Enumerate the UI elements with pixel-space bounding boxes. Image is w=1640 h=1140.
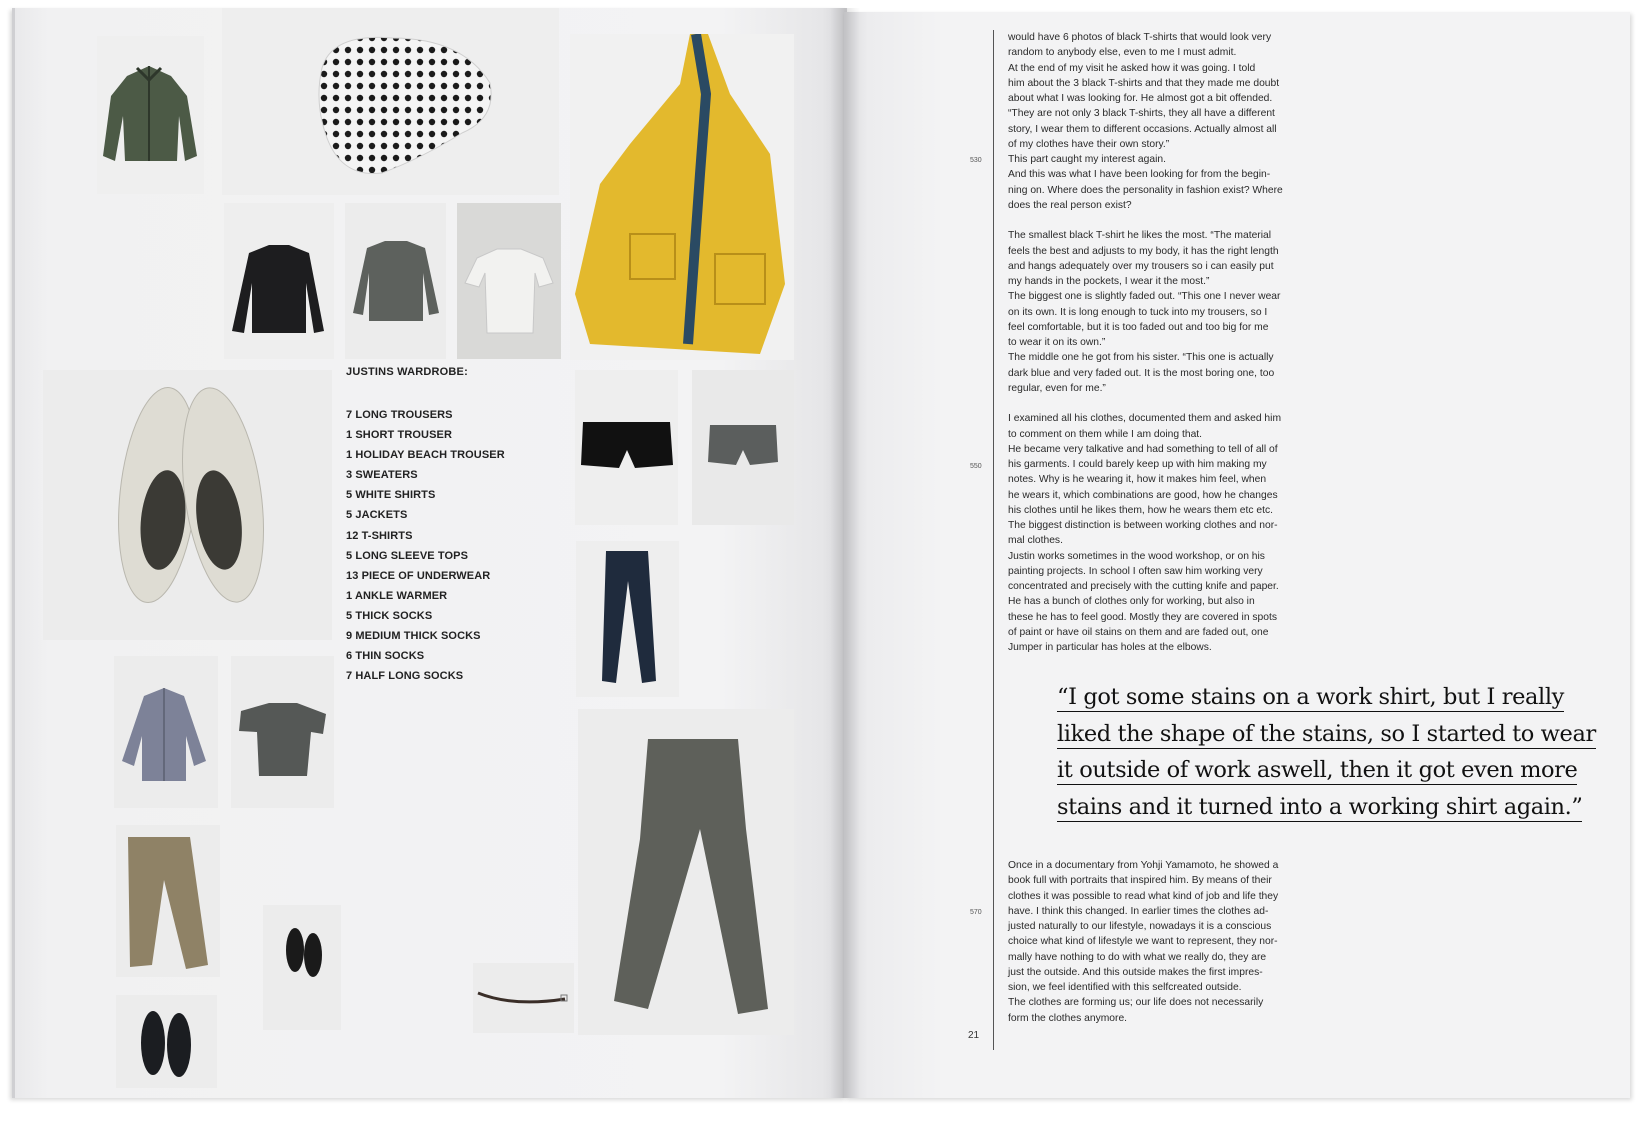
text-line: He became very talkative and had something to tell of all of	[1008, 443, 1278, 455]
black-sweater-icon	[224, 203, 334, 359]
wardrobe-item: 1 SHORT TROUSER	[346, 429, 453, 442]
text-line: sion, we feel identified with this selfcreated outside.	[1008, 982, 1242, 993]
text-line: him about the 3 black T-shirts and that they made me doubt	[1008, 77, 1280, 89]
belt-icon	[473, 963, 574, 1033]
quote-line	[1057, 753, 1597, 790]
text-line: on its own. It is long enough to tuck into my trousers, so I	[1008, 306, 1268, 318]
quote-line	[1057, 680, 1597, 717]
text-line: clothes it was possible to read what kind of job and life they	[1008, 890, 1279, 902]
text-line: does the real person exist?	[1008, 199, 1132, 211]
wardrobe-item: 1 ANKLE WARMER	[346, 589, 448, 602]
wardrobe-item: 5 LONG SLEEVE TOPS	[346, 549, 469, 562]
black-shorts-icon	[575, 370, 678, 525]
quote-text: “I got some stains on a work shirt, but I really	[1057, 684, 1564, 710]
text-line: mally have nothing to do with what we really do, they are	[1008, 951, 1267, 963]
wardrobe-item: 1 HOLIDAY BEACH TROUSER	[346, 449, 505, 462]
text-line: regular, even for me.”	[1008, 382, 1106, 394]
wardrobe-item: 12 T-SHIRTS	[346, 529, 413, 542]
wardrobe-item: 7 HALF LONG SOCKS	[346, 670, 464, 683]
text-line: of paint or have oil stains on them and are faded out, one	[1008, 626, 1269, 638]
line-number: 570	[970, 909, 982, 916]
text-line: these he has to feel good. Mostly they are covered in spots	[1008, 611, 1278, 623]
yellow-raincoat-icon	[570, 34, 794, 360]
quote-text: liked the shape of the stains, so I started to wear	[1057, 720, 1596, 747]
text-line: to comment on them while I am doing that.	[1008, 428, 1203, 440]
text-line	[1008, 396, 1334, 411]
column-rule	[993, 30, 994, 1050]
olive-jacket-icon	[97, 36, 204, 194]
wardrobe-item: 5 WHITE SHIRTS	[346, 489, 436, 502]
wardrobe-item: 13 PIECE OF UNDERWEAR	[346, 569, 491, 582]
text-line: form the clothes anymore.	[1008, 1012, 1128, 1024]
text-line: he wears it, which combinations are good, how he changes	[1008, 489, 1278, 501]
text-line: would have 6 photos of black T-shirts that would look very	[1008, 32, 1272, 43]
text-line: random to anybody else, even to me I must admit.	[1008, 47, 1237, 59]
text-line: concentrated and precisely with the cutting knife and paper.	[1008, 581, 1279, 592]
white-sneakers-icon	[43, 370, 332, 640]
gutter-shadow	[830, 8, 860, 1098]
khaki-trousers-icon	[116, 825, 220, 977]
text-line: justed naturally to our lifestyle, nowadays it is a conscious	[1008, 921, 1272, 932]
dark-jeans-icon	[576, 541, 679, 697]
article-column-1	[1008, 30, 1334, 655]
grey-tshirt-icon	[231, 656, 334, 808]
text-line: The biggest distinction is between working clothes and nor-	[1008, 520, 1278, 531]
page-number: 21	[968, 1030, 980, 1041]
wardrobe-item: 9 MEDIUM THICK SOCKS	[346, 630, 481, 643]
text-line: book full with portraits that inspired him. By means of their	[1008, 875, 1272, 887]
text-line: his clothes until he likes them, how he wears them etc etc.	[1008, 504, 1273, 516]
text-line: have. I think this changed. In earlier times the clothes ad-	[1008, 905, 1269, 917]
black-shoes-icon	[116, 995, 217, 1088]
text-line: story, I wear them to different occasions. Actually almost all	[1008, 123, 1277, 135]
wardrobe-item: 5 THICK SOCKS	[346, 609, 433, 622]
text-line: painting projects. In school I often saw him working very	[1008, 565, 1263, 577]
text-line: Justin works sometimes in the wood workshop, or on his	[1008, 550, 1265, 562]
text-line: Jumper in particular has holes at the elbows.	[1008, 642, 1212, 653]
polka-dot-cap-icon	[222, 8, 559, 195]
text-line: my hands in the pockets, I wear it the most.”	[1008, 276, 1210, 287]
text-line: At the end of my visit he asked how it was going. I told	[1008, 62, 1256, 74]
line-number: 530	[970, 157, 982, 164]
quote-line	[1057, 717, 1597, 754]
text-line: This part caught my interest again.	[1008, 154, 1166, 165]
text-line: The biggest one is slightly faded out. “This one I never wear	[1008, 291, 1281, 303]
article-column-2	[1008, 858, 1334, 1026]
wardrobe-list	[346, 405, 505, 686]
wardrobe-item: 7 LONG TROUSERS	[346, 409, 453, 421]
text-line: The clothes are forming us; our life does not necessarily	[1008, 997, 1264, 1009]
text-line: Once in a documentary from Yohji Yamamoto, he showed a	[1008, 860, 1279, 871]
text-line: I examined all his clothes, documented them and asked him	[1008, 413, 1282, 425]
text-line: notes. Why is he wearing it, how it makes him feel, when	[1008, 474, 1267, 486]
text-line: The smallest black T-shirt he likes the most. “The material	[1008, 230, 1272, 242]
grey-trousers-icon	[578, 709, 794, 1035]
line-number: 550	[970, 463, 982, 470]
quote-text: it outside of work aswell, then it got even more	[1057, 757, 1578, 783]
quote-text: stains and it turned into a working shirt again.”	[1057, 793, 1583, 820]
text-line: And this was what I have been looking for from the begin-	[1008, 169, 1271, 181]
text-line: dark blue and very faded out. It is the most boring one, too	[1008, 367, 1275, 379]
text-line: “They are not only 3 black T-shirts, they all have a different	[1008, 108, 1275, 120]
black-socks-icon	[263, 905, 341, 1030]
text-line: to wear it on its own.”	[1008, 337, 1106, 348]
text-line: and hangs adequately over my trousers so i can easily put	[1008, 260, 1274, 272]
text-line: choice what kind of lifestyle we want to represent, they nor-	[1008, 936, 1278, 948]
text-line: about what I was looking for. He almost got a bit offended.	[1008, 93, 1273, 104]
quote-line	[1057, 790, 1597, 827]
wardrobe-item: 5 JACKETS	[346, 509, 408, 522]
text-line: his garments. I could barely keep up with him making my	[1008, 459, 1267, 470]
text-line: feels the best and adjusts to my body, it has the right length	[1008, 245, 1279, 257]
wardrobe-item: 3 SWEATERS	[346, 469, 418, 482]
white-tshirt-icon	[457, 203, 561, 359]
text-line: ning on. Where does the personality in fashion exist? Where	[1008, 184, 1283, 196]
text-line	[1008, 213, 1334, 228]
text-line: He has a bunch of clothes only for working, but also in	[1008, 596, 1255, 608]
text-line: of my clothes have their own story.”	[1008, 138, 1170, 150]
text-line: The middle one he got from his sister. “This one is actually	[1008, 352, 1274, 364]
wardrobe-title: JUSTINS WARDROBE:	[346, 366, 468, 378]
text-line: just the outside. And this outside makes the first impres-	[1008, 966, 1263, 978]
grey-shorts-icon	[692, 370, 794, 525]
pull-quote	[1057, 680, 1597, 826]
text-line: feel comfortable, but it is too faded out and too big for me	[1008, 321, 1269, 333]
wardrobe-item: 6 THIN SOCKS	[346, 650, 425, 663]
text-line: mal clothes.	[1008, 535, 1063, 547]
striped-shirt-icon	[114, 656, 218, 808]
grey-sweater-icon	[345, 203, 446, 359]
